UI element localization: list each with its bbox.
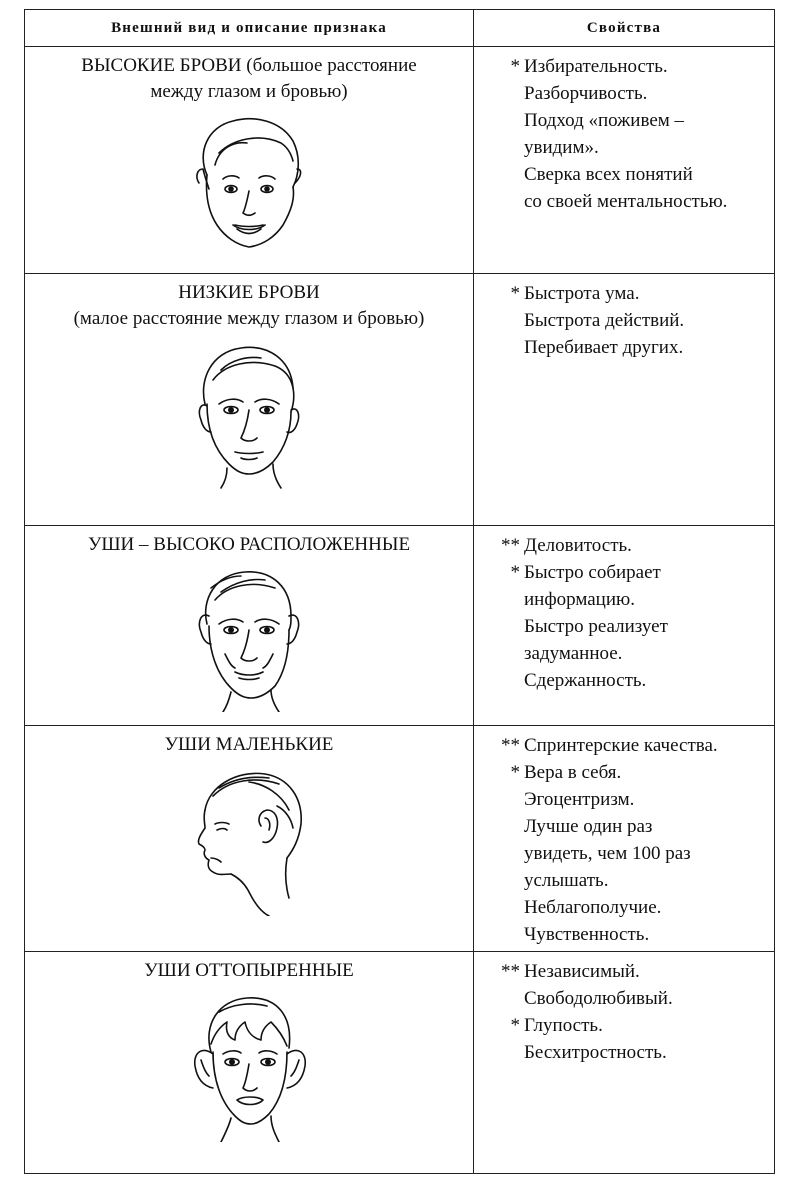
traits-table	[24, 9, 775, 1174]
property-text: Подход «поживем –	[524, 110, 685, 131]
property-line	[474, 188, 774, 215]
property-text: Быстрота ума.	[524, 283, 640, 304]
rank-mark: **	[501, 735, 520, 756]
rank-mark: *	[510, 762, 520, 783]
trait-description	[25, 952, 474, 1174]
property-line	[474, 786, 774, 813]
rank-mark: *	[510, 1015, 520, 1036]
rank-mark: *	[510, 283, 520, 304]
property-line	[474, 559, 774, 586]
property-text: Чувственность.	[524, 924, 650, 945]
property-text: Вера в себя.	[524, 762, 622, 783]
trait-properties	[474, 47, 775, 274]
rank-mark: **	[501, 535, 520, 556]
boy-face-icon	[189, 992, 309, 1142]
property-line	[474, 307, 774, 334]
trait-properties	[474, 526, 775, 726]
table-row	[25, 526, 775, 726]
property-text: Бесхитростность.	[524, 1042, 667, 1063]
property-text: услышать.	[524, 870, 609, 891]
property-text: Свободолюбивый.	[524, 988, 673, 1009]
property-line	[474, 667, 774, 694]
property-line	[474, 613, 774, 640]
trait-properties	[474, 274, 775, 526]
property-text: Избирательность.	[524, 56, 668, 77]
property-line	[474, 732, 774, 759]
property-line	[474, 586, 774, 613]
table-row	[25, 274, 775, 526]
property-line	[474, 80, 774, 107]
trait-title-line: ВЫСОКИЕ БРОВИ (большое расстояние	[81, 55, 417, 76]
property-text: увидеть, чем 100 раз	[524, 843, 691, 864]
property-line	[474, 161, 774, 188]
property-text: Глупость.	[524, 1015, 603, 1036]
property-text: Быстрота действий.	[524, 310, 685, 331]
trait-title-line: УШИ ОТТОПЫРЕННЫЕ	[144, 960, 354, 981]
property-line	[474, 532, 774, 559]
property-line	[474, 985, 774, 1012]
man-profile-icon	[189, 766, 309, 916]
property-text: увидим».	[524, 137, 599, 158]
trait-properties	[474, 952, 775, 1174]
trait-description	[25, 47, 474, 274]
property-text: Неблагополучие.	[524, 897, 662, 918]
property-line	[474, 280, 774, 307]
trait-title-line: УШИ МАЛЕНЬКИЕ	[164, 734, 334, 755]
property-line	[474, 53, 774, 80]
property-line	[474, 640, 774, 667]
property-line	[474, 759, 774, 786]
table-row	[25, 952, 775, 1174]
trait-title-line: НИЗКИЕ БРОВИ	[178, 282, 320, 303]
property-line	[474, 840, 774, 867]
property-line	[474, 921, 774, 948]
property-line	[474, 1039, 774, 1066]
property-text: Сверка всех понятий	[524, 164, 693, 185]
property-line	[474, 958, 774, 985]
table-row	[25, 726, 775, 952]
property-line	[474, 867, 774, 894]
property-text: Лучше один раз	[524, 816, 653, 837]
property-text: Деловитость.	[524, 535, 632, 556]
man-face-icon	[191, 340, 307, 490]
woman-face-icon	[189, 113, 309, 253]
property-text: Эгоцентризм.	[524, 789, 635, 810]
property-line	[474, 107, 774, 134]
property-text: Сдержанность.	[524, 670, 647, 691]
rank-mark: *	[510, 56, 520, 77]
property-text: Быстро реализует	[524, 616, 668, 637]
table-header-row	[25, 10, 775, 47]
header-properties: Свойства	[474, 10, 775, 47]
property-line	[474, 334, 774, 361]
table-row	[25, 47, 775, 274]
trait-title-line: между глазом и бровью)	[150, 81, 348, 102]
trait-title-line: УШИ – ВЫСОКО РАСПОЛОЖЕННЫЕ	[87, 534, 411, 555]
trait-properties	[474, 726, 775, 952]
property-text: Быстро собирает	[524, 562, 661, 583]
page-edge-fragment	[527, 0, 547, 3]
property-text: задуманное.	[524, 643, 623, 664]
property-text: Независимый.	[524, 961, 640, 982]
man-face-icon	[191, 566, 307, 712]
property-line	[474, 134, 774, 161]
rank-mark: **	[501, 961, 520, 982]
trait-title-line: (малое расстояние между глазом и бровью)	[73, 308, 425, 329]
trait-description	[25, 726, 474, 952]
property-text: Перебивает других.	[524, 337, 684, 358]
property-text: со своей ментальностью.	[524, 191, 728, 212]
property-line	[474, 1012, 774, 1039]
property-text: информацию.	[524, 589, 635, 610]
rank-mark: *	[510, 562, 520, 583]
trait-description	[25, 526, 474, 726]
property-text: Разборчивость.	[524, 83, 648, 104]
property-line	[474, 894, 774, 921]
trait-description	[25, 274, 474, 526]
property-line	[474, 813, 774, 840]
header-appearance: Внешний вид и описание признака	[25, 10, 474, 47]
property-text: Спринтерские качества.	[524, 735, 718, 756]
